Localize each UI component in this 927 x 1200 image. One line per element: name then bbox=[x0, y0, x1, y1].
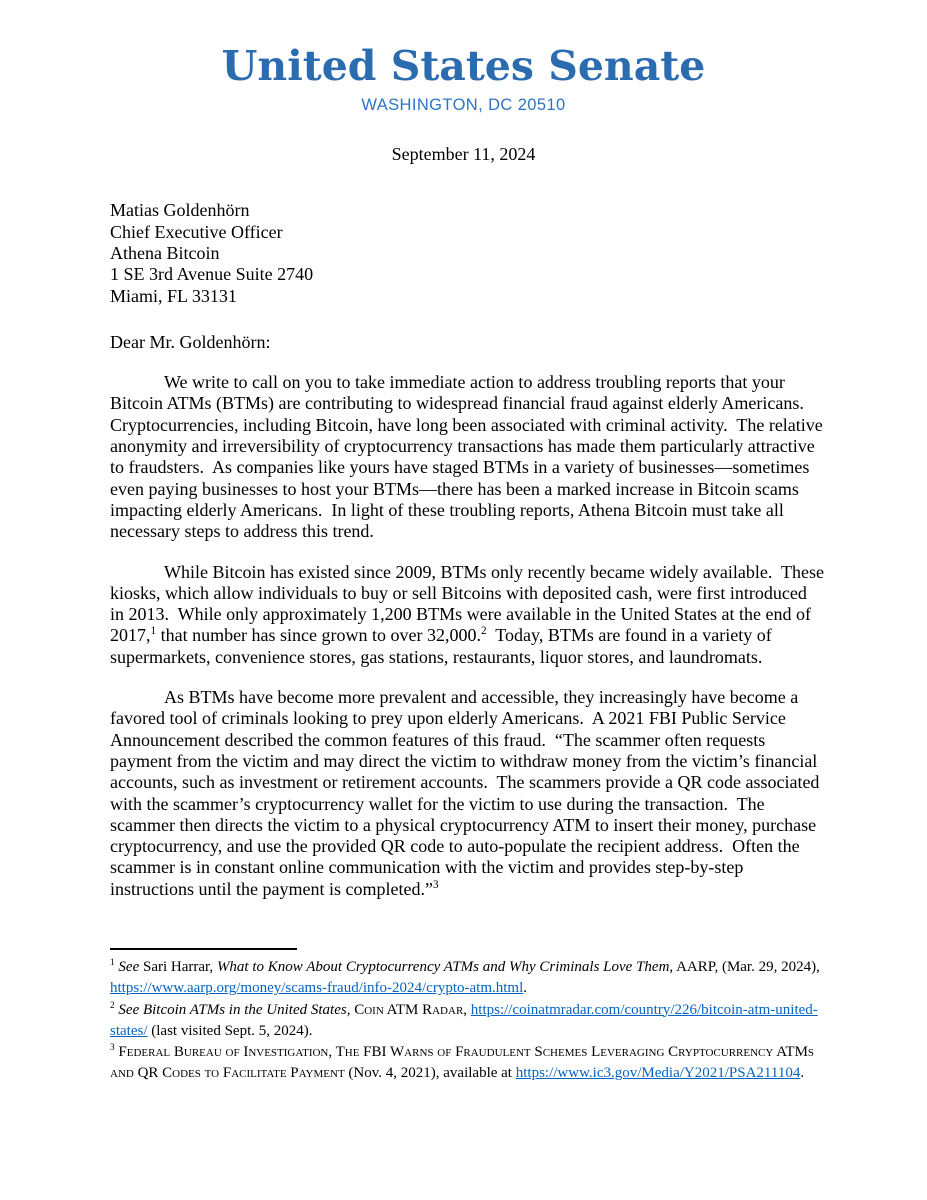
italic-text: What to Know About Cryptocurrency ATMs and Why Criminals Love Them bbox=[216, 959, 670, 975]
footnote-marker: 1 bbox=[150, 625, 157, 638]
letterhead bbox=[0, 0, 927, 115]
text-run: , bbox=[463, 1001, 471, 1018]
letter-body bbox=[110, 372, 829, 900]
recipient-line: Miami, FL 33131 bbox=[110, 285, 237, 306]
italic-text: See bbox=[118, 959, 140, 975]
text-run: . bbox=[800, 1065, 805, 1082]
letter-content bbox=[110, 200, 829, 900]
text-run: As BTMs have become more prevalent and accessible, they increasingly have become a favored tool of criminals looking to prey upon elderly Americans. A 2021 FBI Public Service Announcement described the common features of this fraud. “The scammer often requests payment from the victim and may direct the victim to withdraw money from the victim’s financial accounts, such as investment or retirement accounts. The scammers provide a QR code associated with the scammer’s cryptocurrency wallet for the victim to use during the transaction. The scammer then directs the victim to a physical cryptocurrency ATM to insert their money, purchase cryptocurrency, and use the provided QR code to auto-populate the recipient address. Often the scammer is in constant online communication with the victim and provides step-by-step instructions until the payment is completed.” bbox=[110, 687, 824, 899]
recipient-block bbox=[110, 200, 824, 306]
hyperlink[interactable]: https://www.ic3.gov/Media/Y2021/PSA211104 bbox=[515, 1065, 801, 1082]
footnote bbox=[110, 957, 824, 1000]
text-run: While Bitcoin has existed since 2009, BTMs only recently became widely available. These kiosks, which allow individuals to buy or sell Bitcoins with deposited cash, were first introduced in 2013. While only approximately 1,200 BTMs were available in the United States at the end of 2017, bbox=[110, 561, 829, 646]
recipient-line: Athena Bitcoin bbox=[110, 242, 220, 263]
small-caps-text: Federal Bureau of Investigation, The FBI Warns of Fraudulent Schemes Leveraging Cryptocurrency ATMs and QR Codes to Facilitate Payment bbox=[110, 1044, 818, 1082]
text-run: . bbox=[523, 980, 527, 997]
body-paragraph bbox=[110, 372, 828, 542]
footnote-marker: 2 bbox=[481, 625, 487, 638]
body-paragraph bbox=[110, 687, 824, 900]
footnote-marker: 3 bbox=[110, 1043, 115, 1054]
footnotes-block bbox=[110, 948, 824, 1085]
text-run: We write to call on you to take immediate action to address troubling reports that your Bitcoin ATMs (BTMs) are contributing to widespread financial fraud against elderly Americans. Cryptocurrencies, including Bitcoin, have long been associated with criminal activity. The relative anonymity and irreversibility of cryptocurrency transactions has made them particularly attractive to fraudsters. As companies like yours have staged BTMs in a variety of businesses—sometimes even paying businesses to host your BTMs—there has been a marked increase in Bitcoin scams impacting elderly Americans. In light of these troubling reports, Athena Bitcoin must take all necessary steps to address this trend. bbox=[110, 372, 828, 542]
recipient-line: Chief Executive Officer bbox=[110, 221, 283, 242]
footnote-separator bbox=[110, 948, 297, 950]
letter-date: September 11, 2024 bbox=[391, 144, 536, 165]
text-run: (last visited Sept. 5, 2024). bbox=[147, 1022, 313, 1039]
senate-letterhead-title: United States Senate bbox=[221, 42, 706, 90]
footnote-marker: 2 bbox=[110, 1000, 115, 1011]
text-run: (Nov. 4, 2021), available at bbox=[344, 1065, 516, 1082]
hyperlink[interactable]: https://coinatmradar.com/country/226/bitcoin-atm-united-states/ bbox=[110, 1001, 818, 1039]
footnote-marker: 1 bbox=[110, 958, 115, 968]
footnote-marker: 3 bbox=[432, 878, 439, 891]
text-run: Today, BTMs are found in a variety of supermarkets, convenience stores, gas stations, restaurants, liquor stores, and laundromats. bbox=[110, 625, 777, 667]
body-paragraph bbox=[110, 561, 829, 668]
footnote bbox=[110, 1042, 824, 1085]
italic-text: See Bitcoin ATMs in the United States bbox=[118, 1001, 347, 1018]
text-run: that number has since grown to over 32,000. bbox=[156, 625, 482, 646]
text-run: Sari Harrar, bbox=[139, 959, 217, 975]
small-caps-text: Coin ATM Radar bbox=[354, 1001, 464, 1018]
footnotes-list bbox=[110, 957, 824, 1085]
recipient-line: Matias Goldenhörn bbox=[110, 200, 250, 221]
hyperlink[interactable]: https://www.aarp.org/money/scams-fraud/info-2024/crypto-atm.html bbox=[110, 980, 524, 997]
senate-letterhead-address: WASHINGTON, DC 20510 bbox=[361, 96, 566, 115]
text-run: , bbox=[346, 1001, 355, 1018]
footnote bbox=[110, 1000, 824, 1043]
recipient-line: 1 SE 3rd Avenue Suite 2740 bbox=[110, 264, 314, 285]
salutation: Dear Mr. Goldenhörn: bbox=[110, 331, 271, 352]
text-run: , AARP, (Mar. 29, 2024), bbox=[669, 959, 824, 975]
